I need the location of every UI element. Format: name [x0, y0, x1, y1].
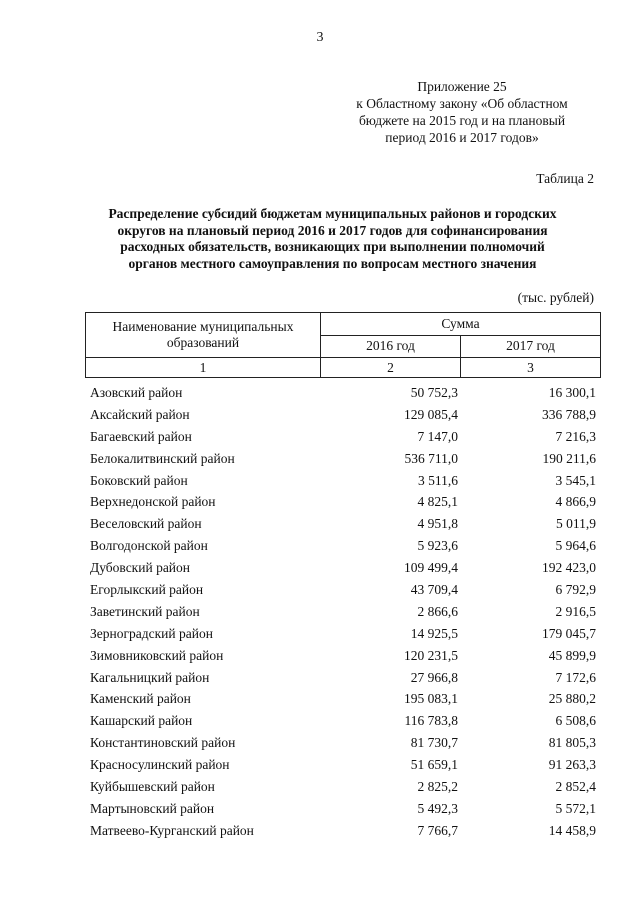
row-value-2016: 3 511,6: [418, 472, 458, 488]
column-number: 2: [321, 358, 461, 378]
row-name: Веселовский район: [90, 516, 202, 532]
row-value-2017: 2 916,5: [555, 603, 596, 619]
row-name: Кагальницкий район: [90, 669, 210, 685]
row-value-2017: 81 805,3: [548, 735, 596, 751]
title-line: расходных обязательств, возникающих при выполнении полномочий: [120, 239, 545, 254]
row-value-2017: 3 545,1: [555, 472, 596, 488]
row-value-2016: 5 492,3: [417, 800, 458, 816]
row-name: Матвеево-Курганский район: [90, 822, 254, 838]
title-line: Распределение субсидий бюджетам муниципальных районов и городских: [108, 206, 557, 221]
row-value-2017: 6 508,6: [555, 713, 596, 729]
table-row: [90, 754, 596, 776]
row-value-2016: 27 966,8: [410, 669, 458, 685]
row-name: Заветинский район: [90, 603, 200, 619]
table-header: [85, 312, 601, 378]
row-value-2017: 5 964,6: [555, 538, 596, 554]
row-value-2017: 16 300,1: [548, 384, 596, 400]
row-value-2016: 195 083,1: [404, 691, 458, 707]
column-number: 3: [461, 358, 601, 378]
row-value-2016: 536 711,0: [404, 450, 458, 466]
row-name: Багаевский район: [90, 428, 192, 444]
row-name: Азовский район: [90, 384, 183, 400]
row-value-2016: 4 951,8: [417, 516, 458, 532]
row-name: Аксайский район: [90, 406, 190, 422]
row-name: Верхнедонской район: [90, 494, 216, 510]
row-value-2016: 5 923,6: [417, 538, 458, 554]
table-row: [90, 513, 596, 535]
row-name: Зерноградский район: [90, 625, 213, 641]
table-reference: Таблица 2: [536, 171, 594, 186]
row-name: Боковский район: [90, 472, 188, 488]
appendix-header: [330, 78, 594, 146]
row-name: Зимовниковский район: [90, 647, 224, 663]
row-value-2016: 129 085,4: [404, 406, 458, 422]
row-value-2017: 190 211,6: [542, 450, 596, 466]
row-value-2017: 6 792,9: [555, 581, 596, 597]
units-label: (тыс. рублей): [517, 290, 594, 305]
row-value-2017: 2 852,4: [555, 778, 596, 794]
row-name: Куйбышевский район: [90, 778, 215, 794]
page-number: 3: [316, 30, 324, 45]
row-name: Мартыновский район: [90, 800, 215, 816]
row-name: Волгодонской район: [90, 538, 208, 554]
row-name: Красносулинский район: [90, 757, 230, 773]
table-row: [90, 820, 596, 842]
row-value-2016: 109 499,4: [404, 560, 458, 576]
row-value-2016: 50 752,3: [410, 384, 458, 400]
row-value-2016: 2 825,2: [417, 778, 458, 794]
document-title: [70, 206, 595, 272]
row-value-2017: 7 216,3: [555, 428, 596, 444]
row-value-2016: 81 730,7: [410, 735, 458, 751]
row-name: Егорлыкский район: [90, 581, 204, 597]
header-2017: 2017 год: [461, 335, 601, 358]
row-value-2016: 7 766,7: [417, 822, 458, 838]
table-row: [90, 601, 596, 623]
appendix-line: к Областному закону «Об областном: [356, 96, 568, 111]
appendix-line: бюджете на 2015 год и на плановый: [358, 113, 566, 128]
row-name: Дубовский район: [90, 560, 191, 576]
row-value-2016: 2 866,6: [417, 603, 458, 619]
appendix-line: Приложение 25: [417, 79, 507, 94]
table-row: [90, 382, 596, 404]
table-row: [90, 623, 596, 645]
table-row: [90, 470, 596, 492]
row-value-2017: 5 572,1: [555, 800, 596, 816]
row-value-2017: 25 880,2: [548, 691, 596, 707]
row-value-2017: 179 045,7: [542, 625, 596, 641]
data-table: [90, 382, 596, 842]
row-value-2017: 45 899,9: [548, 647, 596, 663]
table-row: [90, 688, 596, 710]
table-row: [90, 710, 596, 732]
table-row: [90, 732, 596, 754]
table-row: [90, 798, 596, 820]
row-value-2017: 5 011,9: [556, 516, 596, 532]
row-value-2016: 14 925,5: [410, 625, 458, 641]
row-name: Кашарский район: [90, 713, 193, 729]
table-row: [90, 404, 596, 426]
table-row: [90, 491, 596, 513]
row-value-2016: 4 825,1: [417, 494, 458, 510]
row-value-2016: 7 147,0: [417, 428, 458, 444]
row-value-2017: 14 458,9: [548, 822, 596, 838]
header-sum: Сумма: [321, 313, 601, 336]
table-row: [90, 776, 596, 798]
table-row: [90, 535, 596, 557]
row-name: Белокалитвинский район: [90, 450, 235, 466]
column-number: 1: [86, 358, 321, 378]
table-row: [90, 557, 596, 579]
row-value-2016: 43 709,4: [410, 581, 458, 597]
row-value-2016: 116 783,8: [404, 713, 458, 729]
table-row: [90, 448, 596, 470]
title-line: органов местного самоуправления по вопросам местного значения: [128, 255, 537, 271]
row-value-2017: 91 263,3: [548, 757, 596, 773]
row-value-2017: 7 172,6: [555, 669, 596, 685]
header-2016: 2016 год: [321, 335, 461, 358]
row-value-2016: 120 231,5: [404, 647, 458, 663]
table-row: [90, 426, 596, 448]
header-name: Наименование муниципальных образований: [86, 313, 321, 358]
row-value-2017: 336 788,9: [542, 406, 596, 422]
row-value-2017: 4 866,9: [555, 494, 596, 510]
table-row: [90, 579, 596, 601]
row-name: Константиновский район: [90, 735, 236, 751]
table-row: [90, 645, 596, 667]
row-name: Каменский район: [90, 691, 191, 707]
title-line: округов на плановый период 2016 и 2017 годов для софинансирования: [117, 222, 548, 238]
table-row: [90, 667, 596, 689]
appendix-line: период 2016 и 2017 годов»: [385, 130, 539, 145]
row-value-2017: 192 423,0: [542, 560, 596, 576]
row-value-2016: 51 659,1: [410, 757, 458, 773]
